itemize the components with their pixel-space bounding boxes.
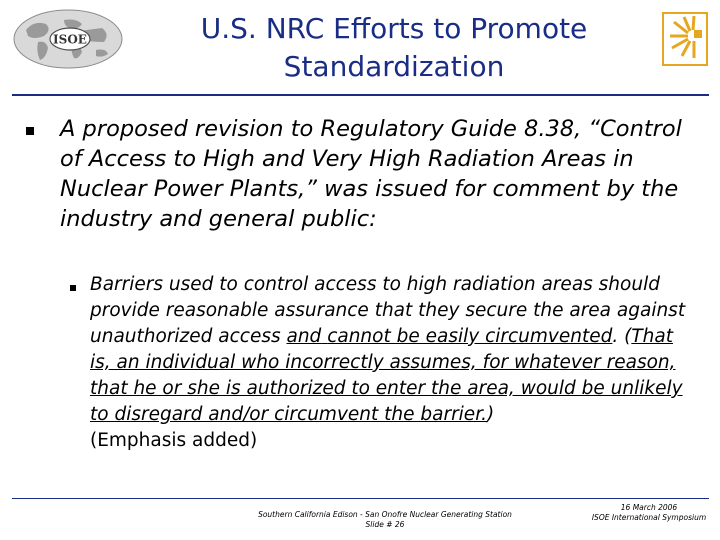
barriers-intro: Barriers used to control access to high radiation areas should provide reasonable assurance that they secure the area against unauthorized access (90, 274, 686, 347)
header-rule (12, 94, 709, 96)
underlined-and: and (286, 326, 322, 347)
underlined-circumvented: cannot be easily circumvented (327, 326, 613, 347)
bullet-text-proposed-revision: A proposed revision to Regulatory Guide 8.38, “Control of Access to High and Very High Radiation Areas in Nuclear Power Plants,” was issued for comment by the industry and general public: (60, 116, 682, 232)
emphasis-note: (Emphasis added) (90, 430, 258, 451)
sub-bullet-text-barriers (90, 272, 690, 454)
footer-rule (12, 498, 709, 499)
slide-title: U.S. NRC Efforts to Promote Standardization (200, 12, 588, 83)
barriers-period: . ( (612, 326, 632, 347)
footer-slide-number: Slide # 26 (365, 520, 405, 529)
footer-right (580, 503, 718, 523)
isoe-logo-text: ISOE (53, 32, 87, 47)
sub-bullet-square-icon (70, 285, 76, 291)
footer-org: Southern California Edison - San Onofre Nuclear Generating Station (258, 510, 512, 519)
footer-date: 16 March 2006 (620, 503, 678, 512)
footer-event: ISOE International Symposium (591, 513, 707, 522)
bullet-square-icon (26, 127, 34, 135)
sun-logo-icon (660, 10, 710, 68)
isoe-logo (12, 8, 124, 70)
footer-center (250, 510, 520, 530)
underlined-clarification: That is, an individual who incorrectly assumes, for whatever reason, that he or she is authorized to enter the area, would be unlikely to disregard and/or circumvent the barrier. (90, 326, 683, 425)
barriers-close-paren: ) (486, 404, 495, 425)
